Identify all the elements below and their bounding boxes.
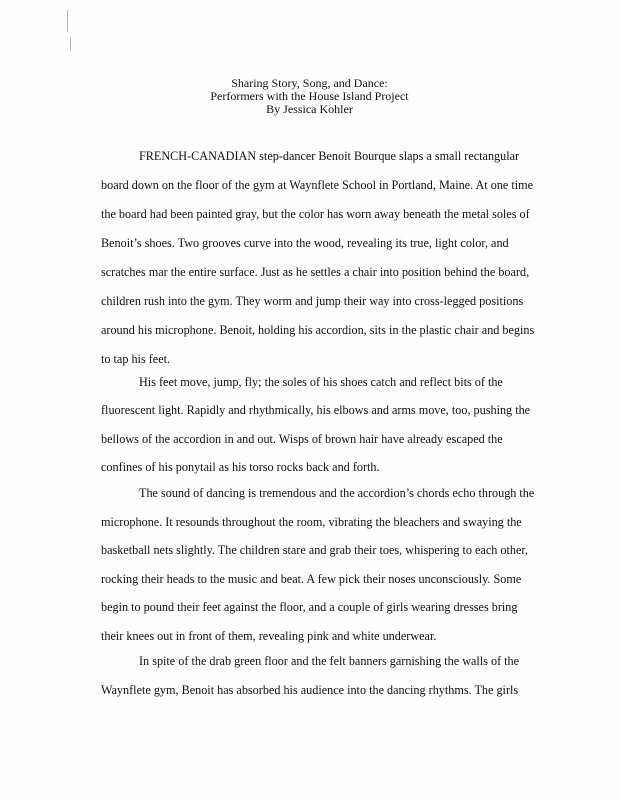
paragraph-line: begin to pound their feet against the floor, and a couple of girls wearing dresses bring bbox=[101, 600, 518, 614]
paragraph-line: microphone. It resounds throughout the room, vibrating the bleachers and swaying the bbox=[101, 515, 522, 529]
document-subtitle: Performers with the House Island Project bbox=[210, 89, 409, 103]
paragraph-line: the board had been painted gray, but the color has worn away beneath the metal soles of bbox=[101, 207, 530, 221]
paragraph-line: Waynflete gym, Benoit has absorbed his audience into the dancing rhythms. The girls bbox=[101, 683, 519, 697]
paragraph-line: FRENCH-CANADIAN step-dancer Benoit Bourque slaps a small rectangular bbox=[139, 149, 520, 163]
paragraph-line: fluorescent light. Rapidly and rhythmically, his elbows and arms move, too, pushing the bbox=[101, 403, 531, 417]
document-title: Sharing Story, Song, and Dance: bbox=[231, 76, 388, 90]
paragraph-line: scratches mar the entire surface. Just as he settles a chair into position behind the board, bbox=[101, 265, 530, 279]
paragraph-line: board down on the floor of the gym at Waynflete School in Portland, Maine. At one time bbox=[101, 178, 534, 192]
document-byline: By Jessica Kohler bbox=[266, 102, 353, 116]
paragraph-line: The sound of dancing is tremendous and the accordion’s chords echo through the bbox=[139, 486, 535, 500]
paragraph-line: In spite of the drab green floor and the felt banners garnishing the walls of the bbox=[139, 654, 520, 668]
paragraph-line: rocking their heads to the music and beat. A few pick their noses unconsciously. Some bbox=[101, 572, 522, 586]
paragraph-line: confines of his ponytail as his torso rocks back and forth. bbox=[101, 460, 380, 474]
scan-artifact-mark bbox=[70, 38, 71, 50]
paragraph-line: basketball nets slightly. The children stare and grab their toes, whispering to each other, bbox=[101, 543, 528, 557]
paragraph-line: around his microphone. Benoit, holding his accordion, sits in the plastic chair and begins bbox=[101, 323, 535, 337]
paragraph-line: their knees out in front of them, revealing pink and white underwear. bbox=[101, 629, 437, 643]
title-block bbox=[0, 77, 619, 116]
paragraph-line: bellows of the accordion in and out. Wisps of brown hair have already escaped the bbox=[101, 432, 503, 446]
paragraph-line: to tap his feet. bbox=[101, 352, 171, 366]
paragraph-line: His feet move, jump, fly; the soles of his shoes catch and reflect bits of the bbox=[139, 375, 503, 389]
scan-artifact-mark bbox=[67, 10, 68, 32]
paragraph-line: children rush into the gym. They worm and jump their way into cross-legged positions bbox=[101, 294, 524, 308]
paragraph-line: Benoit’s shoes. Two grooves curve into the wood, revealing its true, light color, and bbox=[101, 236, 509, 250]
